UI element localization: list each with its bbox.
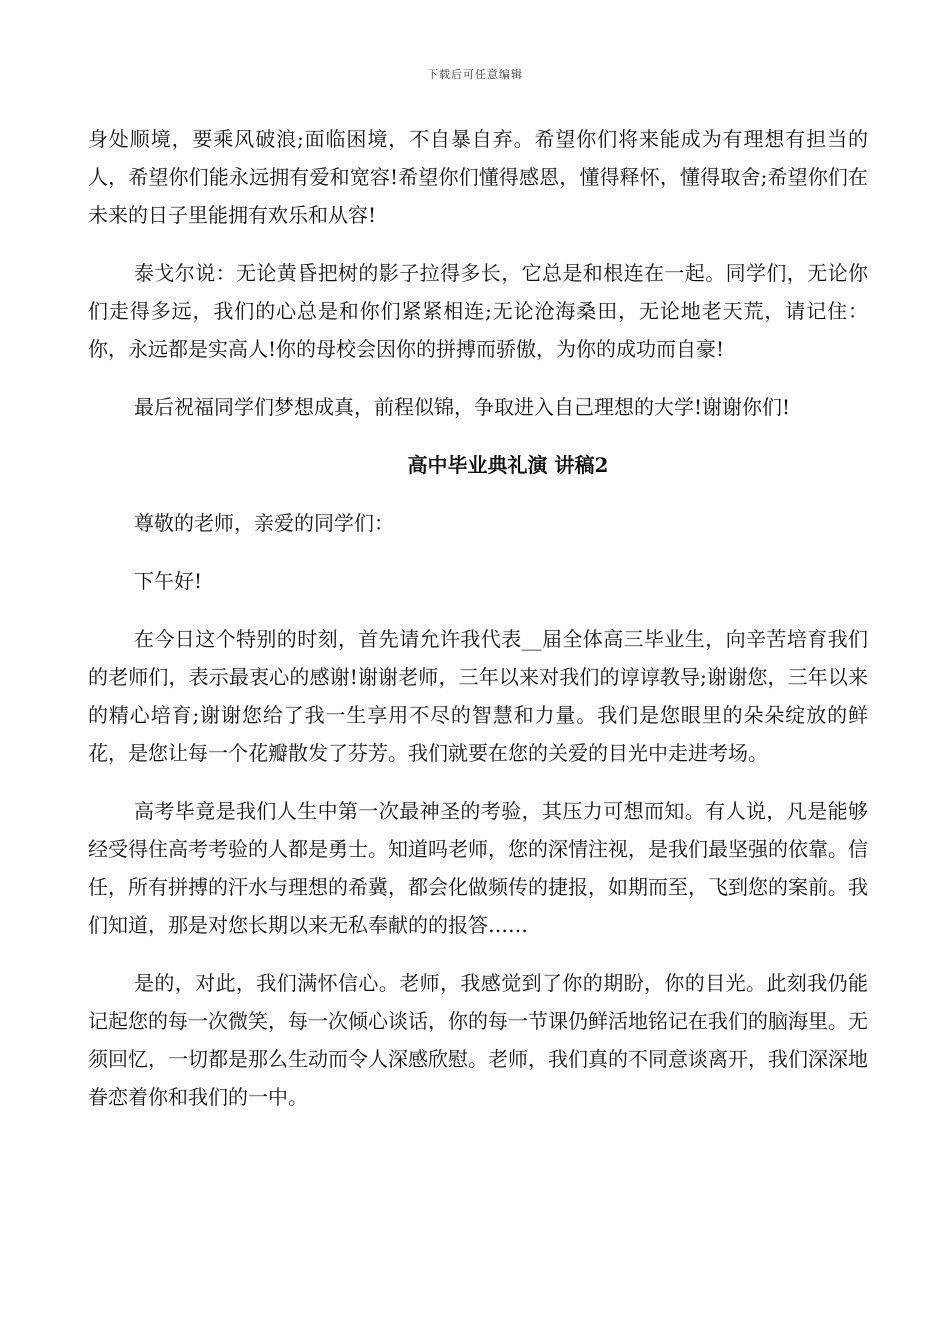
page-header-note: 下载后可任意编辑	[427, 68, 523, 81]
document-body	[88, 120, 868, 1136]
section-title: 高中毕业典礼演 讲稿2	[407, 453, 609, 477]
paragraph-confidence: 是的，对此，我们满怀信心。老师，我感觉到了你的期盼，你的目光。此刻我仍能记起您的每一次微笑，每一次倾心谈话，你的每一节课仍鲜活地铭记在我们的脑海里。无须回忆，一切都是那么生动而令人深感欣慰。老师，我们真的不同意谈离开，我们深深地眷恋着你和我们的一中。	[88, 971, 868, 1109]
paragraph-continuation: 身处顺境，要乘风破浪;面临困境，不自暴自弃。希望你们将来能成为有理想有担当的人，希望你们能永远拥有爱和宽容!希望你们懂得感恩，懂得释怀，懂得取舍;希望你们在未来的日子里能拥有欢乐和从容!	[88, 127, 868, 227]
paragraph-greeting: 下午好!	[134, 569, 203, 593]
paragraph-salutation: 尊敬的老师，亲爱的同学们：	[134, 511, 394, 535]
paragraph-thanks-teachers: 在今日这个特别的时刻，首先请允许我代表__届全体高三毕业生，向辛苦培育我们的老师们，表示最衷心的感谢!谢谢老师，三年以来对我们的谆谆教导;谢谢您，三年以来的精心培育;谢谢您给了我一生享用不尽的智慧和力量。我们是您眼里的朵朵绽放的鲜花，是您让每一个花瓣散发了芬芳。我们就要在您的关爱的目光中走进考场。	[88, 627, 868, 765]
paragraph-tagore-quote: 泰戈尔说：无论黄昏把树的影子拉得多长，它总是和根连在一起。同学们，无论你们走得多远，我们的心总是和你们紧紧相连;无论沧海桑田，无论地老天荒，请记住：你，永远都是实高人!你的母校会因你的拼搏而骄傲，为你的成功而自豪!	[88, 261, 868, 361]
paragraph-closing-wish: 最后祝福同学们梦想成真，前程似锦，争取进入自己理想的大学!谢谢你们!	[134, 395, 791, 419]
paragraph-exam-trial: 高考毕竟是我们人生中第一次最神圣的考验，其压力可想而知。有人说，凡是能够经受得住高考考验的人都是勇士。知道吗老师，您的深情注视，是我们最坚强的依靠。信任，所有拼搏的汗水与理想的希冀，都会化做频传的捷报，如期而至，飞到您的案前。我们知道，那是对您长期以来无私奉献的的报答……	[88, 799, 868, 937]
